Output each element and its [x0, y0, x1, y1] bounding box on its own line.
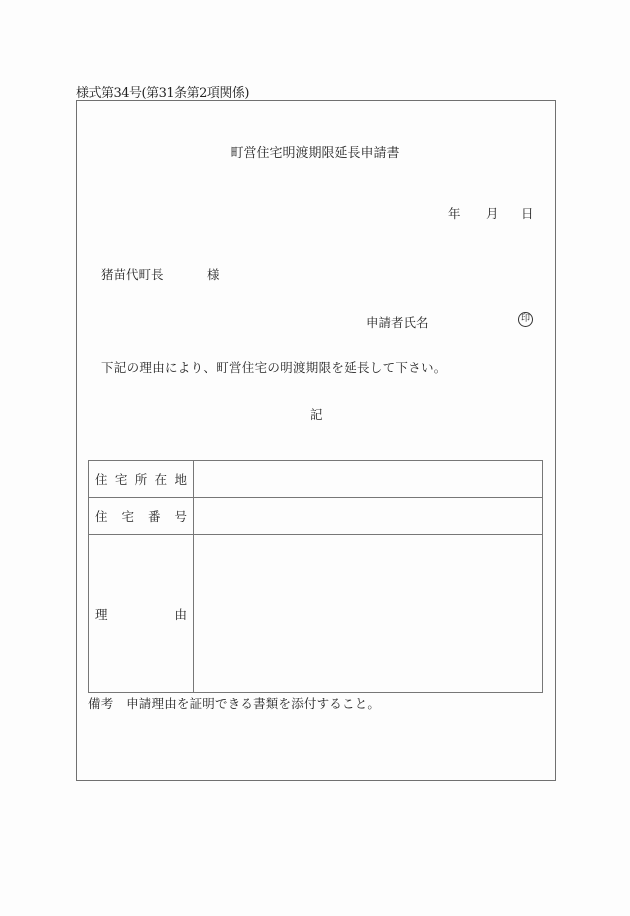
reason-label [89, 535, 194, 693]
label-char: 由 [174, 606, 187, 622]
label-char: 宅 [114, 472, 128, 487]
label-char: 地 [174, 472, 187, 487]
label-char: 宅 [121, 509, 134, 524]
form-number: 様式第34号(第31条第2項関係) [76, 86, 249, 101]
label-char: 所 [134, 472, 148, 487]
label-char: 理 [95, 606, 108, 622]
ki-heading: 記 [310, 407, 323, 422]
seal-icon: 印 [518, 312, 533, 327]
label-char: 住 [95, 472, 108, 487]
table-row-address [89, 461, 543, 498]
request-sentence: 下記の理由により、町営住宅の明渡期限を延長して下さい。 [101, 360, 447, 375]
date-month-label: 月 [486, 206, 499, 221]
addressee: 猪苗代町長 [101, 267, 164, 282]
label-char: 番 [147, 509, 161, 524]
info-table [88, 460, 543, 693]
house-number-label [89, 498, 194, 535]
address-value-field[interactable] [194, 461, 543, 498]
label-char: 号 [174, 509, 187, 524]
label-char: 在 [154, 472, 168, 487]
house-number-value-field[interactable] [194, 498, 543, 535]
document-title: 町営住宅明渡期限延長申請書 [230, 146, 400, 161]
address-label [89, 461, 194, 498]
honorific: 様 [207, 267, 220, 282]
date-day-label: 日 [521, 206, 534, 221]
applicant-name-label: 申請者氏名 [366, 315, 429, 330]
reason-value-field[interactable] [194, 535, 543, 693]
remarks-note: 備考 申請理由を証明できる書類を添付すること。 [88, 696, 381, 711]
table-row-house-number [89, 498, 543, 535]
table-row-reason [89, 535, 543, 693]
label-char: 住 [95, 509, 108, 524]
date-year-label: 年 [448, 206, 461, 221]
